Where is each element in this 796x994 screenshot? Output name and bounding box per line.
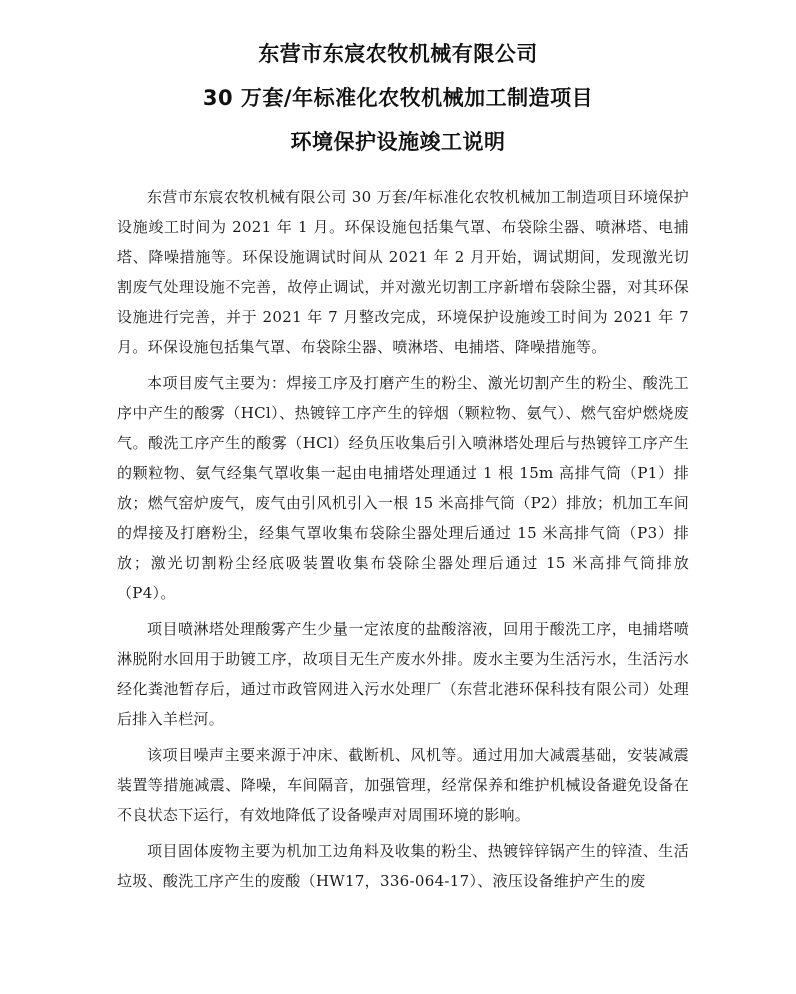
title-block: [0, 40, 796, 172]
project-title: 30 万套/年标准化农牧机械加工制造项目: [202, 86, 594, 110]
paragraph-noise: 该项目噪声主要来源于冲床、截断机、风机等。通过用加大减震基础，安装减震装置等措施减震、降噪，车间隔音，加强管理，经常保养和维护机械设备避免设备在不良状态下运行，有效地降低了设备噪声对周围环境的影响。: [117, 746, 689, 824]
paragraph-waste-water: 项目喷淋塔处理酸雾产生少量一定浓度的盐酸溶液，回用于酸洗工序，电捕塔喷淋脱附水回用于助镀工序，故项目无生产废水外排。废水主要为生活污水，生活污水经化粪池暂存后，通过市政管网进入污水处理厂（东营北港环保科技有限公司）处理后排入羊栏河。: [117, 620, 689, 728]
paragraph-solid-waste: 项目固体废物主要为机加工边角料及收集的粉尘、热镀锌锌锅产生的锌渣、生活垃圾、酸洗工序产生的废酸（HW17，336-064-17）、液压设备维护产生的废: [117, 842, 689, 890]
paragraph-waste-gas: 本项目废气主要为：焊接工序及打磨产生的粉尘、激光切割产生的粉尘、酸洗工序中产生的酸雾（HCl）、热镀锌工序产生的锌烟（颗粒物、氨气）、燃气窑炉燃烧废气。酸洗工序产生的酸雾（HCl）经负压收集后引入喷淋塔处理后与热镀锌工序产生的颗粒物、氨气经集气罩收集一起由电捕塔处理通过 1 根 15m 高排气筒（P1）排放；燃气窑炉废气，废气由引风机引入一根 15 米高排气筒（P2）排放；机加工车间的焊接及打磨粉尘，经集气罩收集布袋除尘器处理后通过 15 米高排气筒（P3）排放；激光切割粉尘经底吸装置收集布袋除尘器处理后通过 15 米高排气筒排放（P4）。: [117, 374, 689, 602]
company-title: 东营市东宸农牧机械有限公司: [258, 42, 538, 66]
document-body: [117, 182, 689, 902]
paragraph-completion-time: 东营市东宸农牧机械有限公司 30 万套/年标准化农牧机械加工制造项目环境保护设施竣工时间为 2021 年 1 月。环保设施包括集气罩、布袋除尘器、喷淋塔、电捕塔、降噪措施等。环保设施调试时间从 2021 年 2 月开始，调试期间，发现激光切割废气处理设施不完善，故停止调试，并对激光切割工序新增布袋除尘器，对其环保设施进行完善，并于 2021 年 7 月整改完成，环境保护设施竣工时间为 2021 年 7 月。环保设施包括集气罩、布袋除尘器、喷淋塔、电捕塔、降噪措施等。: [117, 188, 689, 356]
document-title: 环境保护设施竣工说明: [290, 130, 506, 154]
